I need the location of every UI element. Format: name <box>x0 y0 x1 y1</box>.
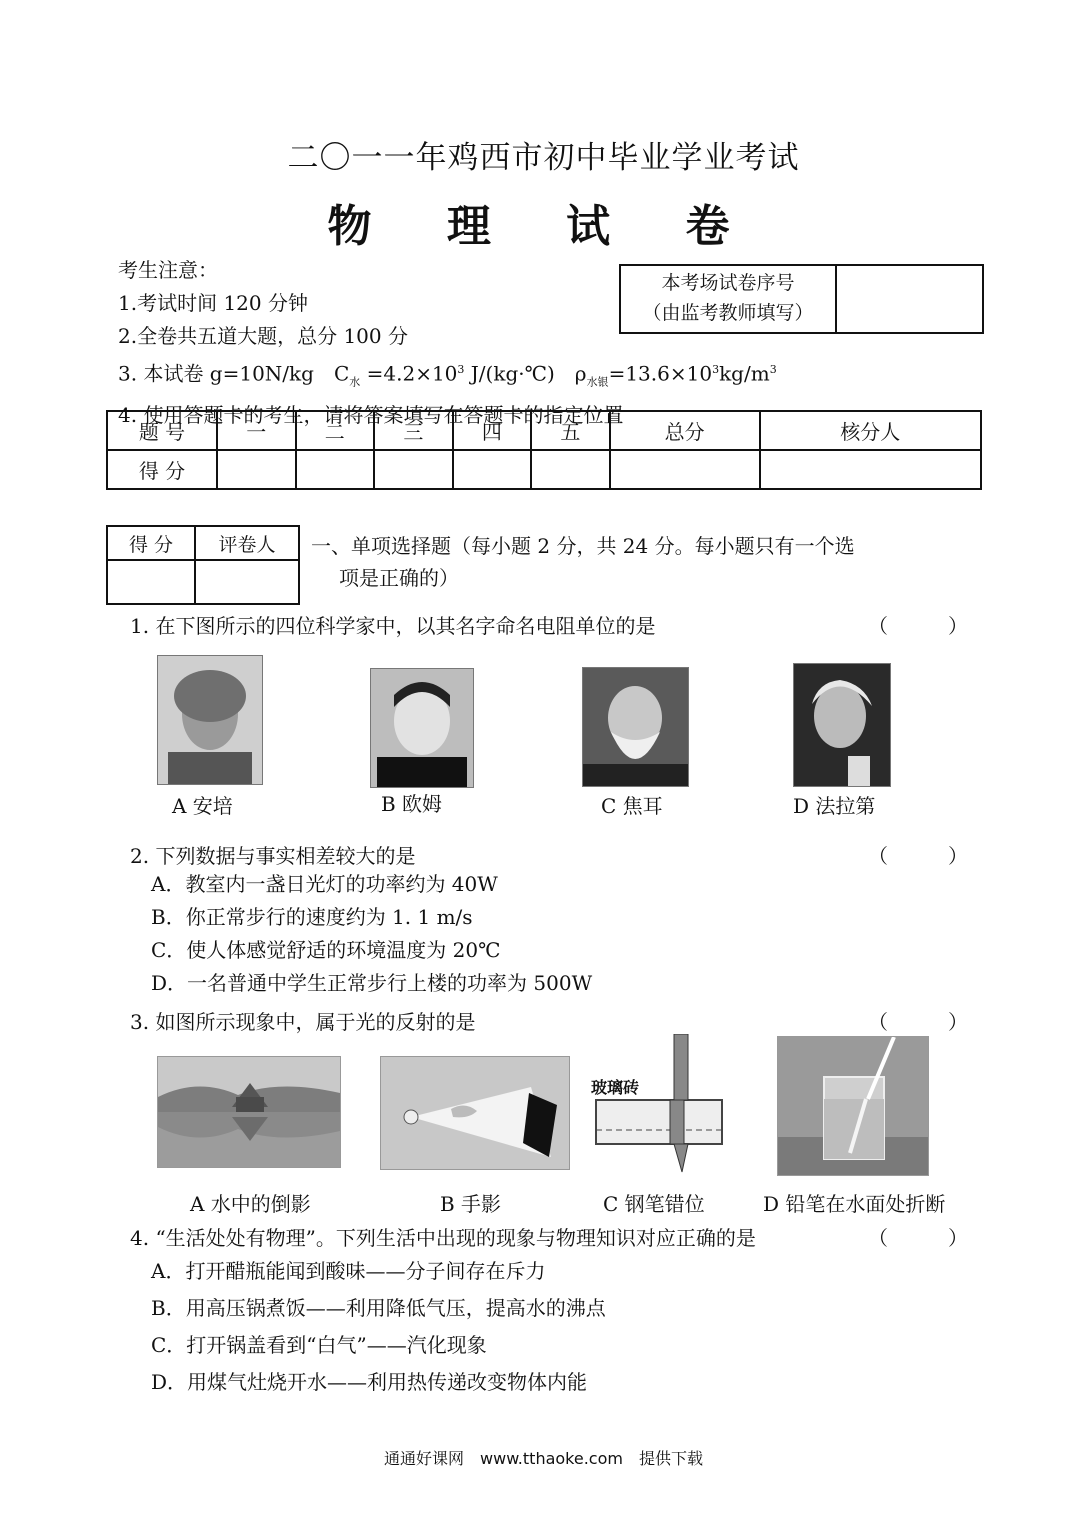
serial-number-box <box>619 264 984 334</box>
portrait-faraday <box>793 663 891 787</box>
option-2b: B．你正常步行的速度约为 1. 1 m/s <box>151 905 473 929</box>
section-1-heading: 一、单项选择题（每小题 2 分，共 24 分。每小题只有一个选 项是正确的） <box>311 534 855 590</box>
answer-paren-1[interactable]: （ ） <box>868 614 968 638</box>
image-glass-pen <box>590 1034 760 1174</box>
caption-1c: C 焦耳 <box>601 794 663 818</box>
score-cell[interactable] <box>374 450 453 489</box>
answer-paren-2[interactable]: （ ） <box>868 844 968 868</box>
grader-table: 得 分 评卷人 <box>106 525 300 605</box>
score-header-row: 题 号 一 二 三 四 五 总分 核分人 <box>107 411 981 450</box>
score-table <box>106 410 982 490</box>
notice-line-2: 2.全卷共五道大题，总分 100 分 <box>118 324 408 348</box>
caption-1a: A 安培 <box>172 794 233 818</box>
image-reflection <box>157 1056 341 1168</box>
score-cell[interactable] <box>453 450 532 489</box>
score-cell[interactable] <box>760 450 981 489</box>
serial-label: 本考场试卷序号 （由监考教师填写） <box>621 266 837 332</box>
question-3-stem: 3. 如图所示现象中，属于光的反射的是 <box>130 1010 476 1034</box>
caption-3d: D 铅笔在水面处折断 <box>763 1192 946 1216</box>
image-pencil-in-water <box>777 1036 929 1176</box>
grader-name-cell[interactable] <box>195 560 299 604</box>
answer-paren-3[interactable]: （ ） <box>868 1010 968 1034</box>
notice-heading: 考生注意： <box>118 258 218 282</box>
question-4-options <box>151 1253 606 1401</box>
question-2-options <box>151 868 592 1000</box>
score-cell[interactable] <box>296 450 375 489</box>
option-2c: C．使人体感觉舒适的环境温度为 20℃ <box>151 938 501 962</box>
grader-score-cell[interactable] <box>107 560 195 604</box>
glass-brick-label: 玻璃砖 <box>591 1075 639 1098</box>
image-hand-shadow <box>380 1056 570 1170</box>
exam-title: 二〇一一年鸡西市初中毕业学业考试 <box>287 140 800 176</box>
portrait-ohm <box>370 668 474 788</box>
portrait-ampere <box>157 655 263 785</box>
caption-3c: C 钢笔错位 <box>603 1192 705 1216</box>
caption-1d: D 法拉第 <box>793 794 876 818</box>
portrait-joule <box>582 667 689 787</box>
caption-3a: A 水中的倒影 <box>190 1192 311 1216</box>
score-cell[interactable] <box>610 450 760 489</box>
score-cell[interactable] <box>217 450 296 489</box>
paper-subtitle: 物 理 试 卷 <box>327 201 760 252</box>
option-2a: A．教室内一盏日光灯的功率约为 40W <box>151 872 498 896</box>
option-2d: D．一名普通中学生正常步行上楼的功率为 500W <box>151 971 593 995</box>
notice-line-1: 1.考试时间 120 分钟 <box>118 291 308 315</box>
notice-line-4: 4. 使用答题卡的考生，请将答案填写在答题卡的指定位置 <box>118 402 624 427</box>
question-4-stem: 4. “生活处处有物理”。下列生活中出现的现象与物理知识对应正确的是 <box>130 1226 756 1250</box>
option-4c: C．打开锅盖看到“白气”——汽化现象 <box>151 1333 487 1357</box>
score-value-row: 得 分 <box>107 450 981 489</box>
answer-paren-4[interactable]: （ ） <box>868 1226 968 1250</box>
caption-1b: B 欧姆 <box>381 792 443 816</box>
option-4d: D．用煤气灶烧开水——利用热传递改变物体内能 <box>151 1370 588 1394</box>
option-4a: A．打开醋瓶能闻到酸味——分子间存在斥力 <box>151 1259 546 1283</box>
score-cell[interactable] <box>531 450 610 489</box>
question-1-stem: 1. 在下图所示的四位科学家中，以其名字命名电阻单位的是 <box>130 614 656 638</box>
serial-value-field[interactable] <box>837 266 982 332</box>
question-2-stem: 2. 下列数据与事实相差较大的是 <box>130 844 416 868</box>
caption-3b: B 手影 <box>440 1192 502 1216</box>
option-4b: B．用高压锅煮饭——利用降低气压，提高水的沸点 <box>151 1296 606 1320</box>
notice-line-3: 3. 本试卷 g=10N/kg $C_水 =4.2\times 10^3$ J/(kg·℃) $\rho_{水银}=13.6\times 10^3kg/m^3$ <box>118 361 777 389</box>
footer-credit: 通通好课网 www.tthaoke.com 提供下载 <box>384 1449 703 1468</box>
